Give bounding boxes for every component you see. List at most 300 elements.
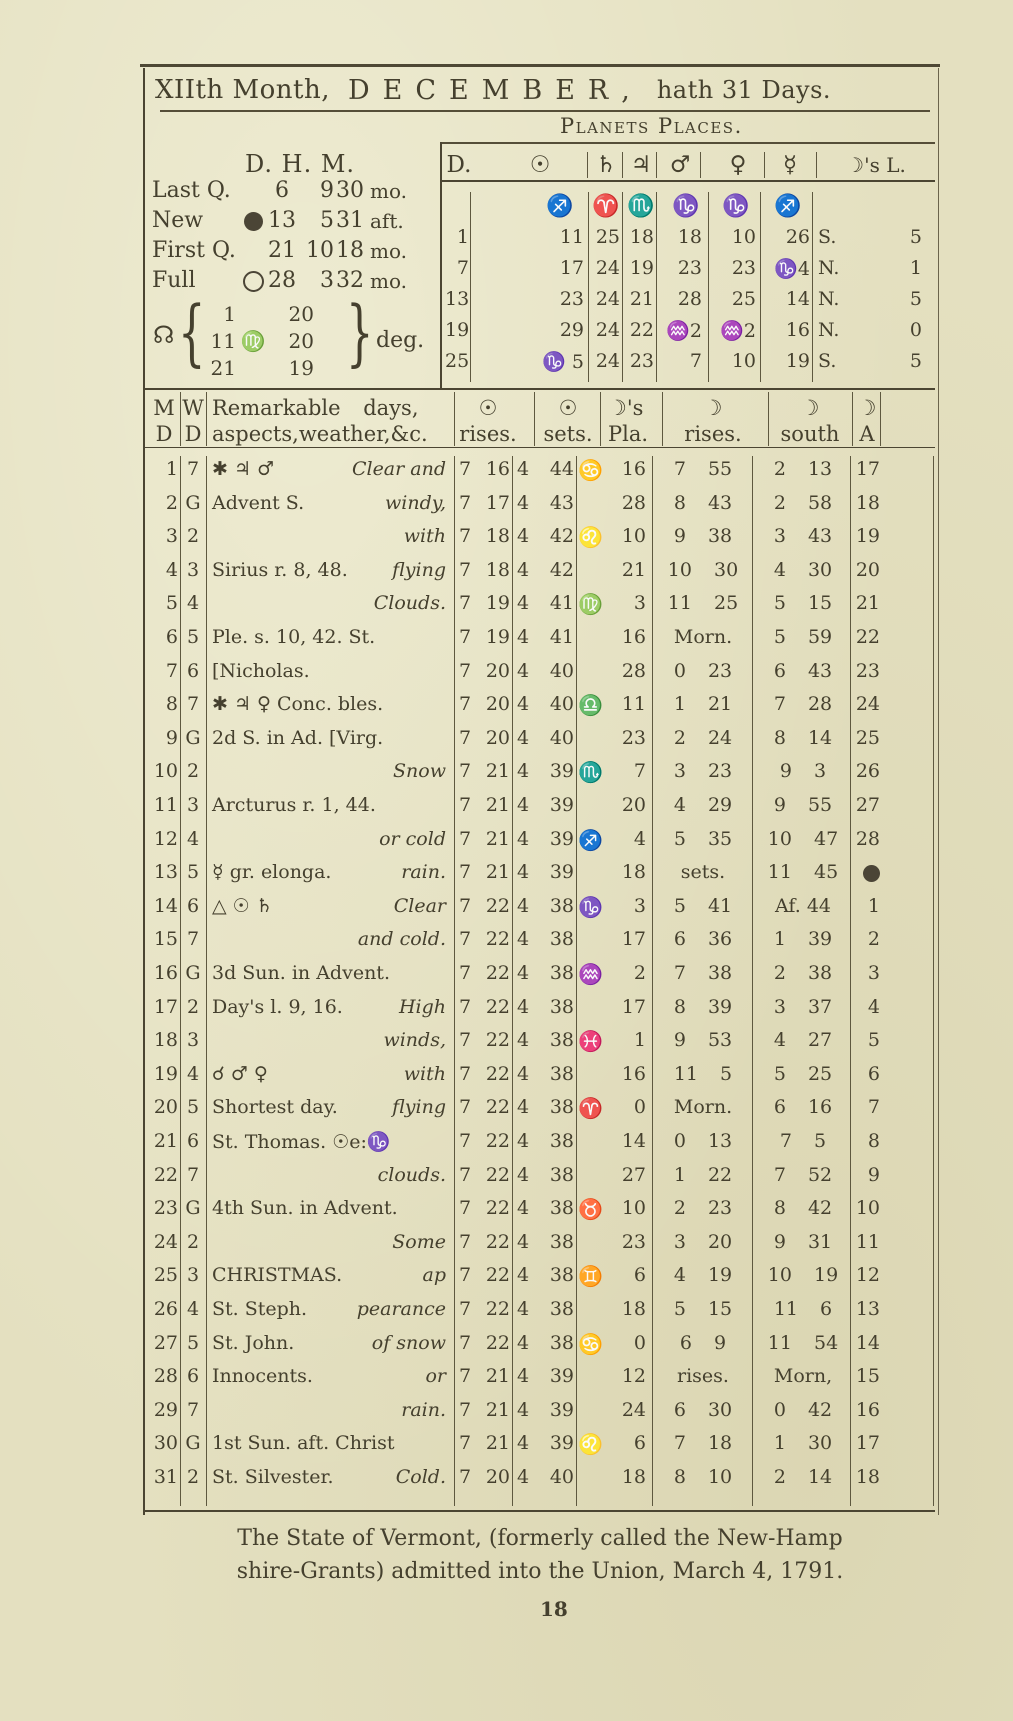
moon-place-degree: 17 xyxy=(621,928,646,951)
month-day: 26 xyxy=(153,1298,178,1320)
new-moon-icon xyxy=(863,865,880,882)
sun-rises-minute: 22 xyxy=(485,1264,510,1287)
moon-south: 2 58 xyxy=(773,491,833,514)
moon-south: 2 14 xyxy=(773,1466,833,1488)
sun-sets-hour: 4 xyxy=(516,861,530,884)
zodiac-sign-icon: ♑ xyxy=(672,194,700,219)
sun-rises-minute: 20 xyxy=(485,1466,510,1488)
header-md-0: M xyxy=(153,396,175,420)
moon-place-degree: 3 xyxy=(633,894,646,917)
month-day: 23 xyxy=(153,1197,178,1220)
table-bottom-rule xyxy=(145,1510,935,1512)
event-text: Arcturus r. 1, 44. xyxy=(212,794,376,816)
month-day: 4 xyxy=(165,558,178,581)
header-moon-place-0: ☽'s xyxy=(608,396,644,420)
sun-rises-hour: 7 xyxy=(458,962,472,984)
week-day: 3 xyxy=(186,794,200,816)
moon-rises: 3 23 xyxy=(673,760,733,783)
moon-place-degree: 16 xyxy=(621,626,646,648)
moon-place-degree: 16 xyxy=(621,1062,646,1085)
month-day: 25 xyxy=(153,1264,178,1287)
event-text: CHRISTMAS. xyxy=(212,1264,343,1287)
month-day: 9 xyxy=(165,726,178,749)
sun-rises-minute: 20 xyxy=(485,726,510,749)
week-day: 2 xyxy=(186,995,200,1018)
sun-rises-hour: 7 xyxy=(458,558,472,581)
node-row xyxy=(200,356,314,380)
weather-text: Clouds. xyxy=(373,592,446,615)
moon-place-degree: 0 xyxy=(633,1096,646,1119)
planet-value-mer: 14 xyxy=(785,288,810,310)
event-text: St. Silvester. xyxy=(212,1466,334,1488)
moon-latitude-value: 1 xyxy=(909,257,922,279)
sun-sets-minute: 38 xyxy=(549,1096,574,1119)
sun-rises-minute: 22 xyxy=(485,1298,510,1320)
moon-south: 0 42 xyxy=(773,1398,833,1421)
sun-rises-hour: 7 xyxy=(458,1298,472,1320)
sun-sets-minute: 38 xyxy=(549,1197,574,1220)
moon-south: 7 5 xyxy=(779,1130,827,1152)
month-day: 31 xyxy=(153,1466,178,1488)
phase-hour: 5 xyxy=(320,208,334,233)
event-text: ✱ ♃ ♀ Conc. bles. xyxy=(212,693,384,716)
header-moon-south-0: ☽ xyxy=(800,396,820,420)
node-unit: deg. xyxy=(376,328,425,353)
daily-header-column-rule xyxy=(852,392,853,446)
week-day: 4 xyxy=(186,592,200,615)
moon-place-degree: 6 xyxy=(633,1432,646,1455)
week-day: G xyxy=(185,962,201,984)
moon-latitude-value: 5 xyxy=(909,226,922,248)
zodiac-sign-icon: ♑ xyxy=(722,194,750,219)
phase-suffix: mo. xyxy=(370,238,408,263)
moon-age: 23 xyxy=(855,659,880,682)
sun-rises-hour: 7 xyxy=(458,659,472,682)
sun-rises-hour: 7 xyxy=(458,760,472,783)
sun-rises-hour: 7 xyxy=(458,626,472,648)
sun-sets-hour: 4 xyxy=(516,1264,530,1287)
moon-place-degree: 17 xyxy=(621,995,646,1018)
daily-header-column-rule xyxy=(880,392,881,446)
moon-rises: 0 13 xyxy=(673,1130,733,1152)
sun-rises-hour: 7 xyxy=(458,1264,472,1287)
sun-rises-hour: 7 xyxy=(458,928,472,951)
sun-sets-hour: 4 xyxy=(516,760,530,783)
sun-sets-minute: 39 xyxy=(549,827,574,850)
sun-rises-minute: 21 xyxy=(485,1432,510,1455)
moon-age: 26 xyxy=(855,760,880,783)
table-row xyxy=(0,1365,1013,1389)
month-day: 21 xyxy=(153,1130,178,1152)
week-day: 2 xyxy=(186,525,200,548)
sun-sets-hour: 4 xyxy=(516,1466,530,1488)
planet-value-ven: 25 xyxy=(731,288,756,310)
planet-value-sat: 24 xyxy=(595,288,620,310)
moon-place-sign-icon: ♍ xyxy=(578,592,603,617)
sun-sets-hour: 4 xyxy=(516,1130,530,1152)
sun-rises-hour: 7 xyxy=(458,1432,472,1455)
month-day: 27 xyxy=(153,1331,178,1354)
sun-sets-minute: 40 xyxy=(549,726,574,749)
week-day: 6 xyxy=(186,1130,200,1152)
node-day: 11 xyxy=(210,329,236,353)
phase-suffix: mo. xyxy=(370,268,408,293)
moon-place-degree: 23 xyxy=(621,726,646,749)
moon-age: 10 xyxy=(855,1197,880,1220)
sun-sets-hour: 4 xyxy=(516,1398,530,1421)
weather-text: winds, xyxy=(383,1029,446,1052)
month-day: 18 xyxy=(153,1029,178,1052)
moon-age: 16 xyxy=(855,1398,880,1421)
moon-rises: 9 53 xyxy=(673,1029,733,1052)
planet-value-ven: 10 xyxy=(731,226,756,248)
sun-rises-hour: 7 xyxy=(458,1096,472,1119)
section-rule xyxy=(145,388,935,390)
weather-text: Clear and xyxy=(351,458,446,480)
table-row xyxy=(0,1399,1013,1423)
table-row xyxy=(0,458,1013,482)
table-row xyxy=(0,626,1013,650)
event-text: [Nicholas. xyxy=(212,659,310,682)
planet-column-rule xyxy=(764,152,765,178)
planet-column-rule xyxy=(587,152,588,178)
moon-south: 11 6 xyxy=(773,1298,833,1320)
footer-note xyxy=(150,1522,930,1588)
event-text: 4th Sun. in Advent. xyxy=(212,1197,398,1220)
header-wd-1: D xyxy=(184,422,202,446)
table-row xyxy=(0,1432,1013,1456)
moon-south: 8 42 xyxy=(773,1197,833,1220)
month-day: 19 xyxy=(153,1062,178,1085)
weather-text: flying xyxy=(392,558,446,581)
moon-place-degree: 10 xyxy=(621,525,646,548)
weather-text: Cold. xyxy=(395,1466,446,1488)
weather-text: ap xyxy=(422,1264,446,1287)
moon-age: 2 xyxy=(867,928,880,951)
moon-latitude-direction: N. xyxy=(818,257,840,279)
footer-line-1: The State of Vermont, (formerly called the New-Hamp xyxy=(237,1526,843,1551)
moon-place-sign-icon: ♊ xyxy=(578,1264,603,1289)
table-row xyxy=(0,1298,1013,1322)
sun-rises-minute: 20 xyxy=(485,659,510,682)
moon-age: 18 xyxy=(855,491,880,514)
week-day: 2 xyxy=(186,760,200,783)
week-day: 3 xyxy=(186,1264,200,1287)
table-row xyxy=(0,559,1013,583)
sun-sets-hour: 4 xyxy=(516,962,530,984)
event-text: Ple. s. 10, 42. St. xyxy=(212,626,376,648)
sun-sets-minute: 44 xyxy=(549,458,574,480)
moon-age: 12 xyxy=(855,1264,880,1287)
week-day: 2 xyxy=(186,1466,200,1488)
moon-place-degree: 11 xyxy=(621,693,646,716)
moon-age: 27 xyxy=(855,794,880,816)
moon-age: 8 xyxy=(867,1130,880,1152)
moon-south: 2 13 xyxy=(773,458,833,480)
moon-age: 28 xyxy=(855,827,880,850)
moon-phase-row xyxy=(152,178,407,203)
moon-place-degree: 7 xyxy=(633,760,646,783)
moon-age: 17 xyxy=(855,1432,880,1455)
planet-value-sun: 23 xyxy=(559,288,584,310)
moon-age: 25 xyxy=(855,726,880,749)
planet-value-mars: 23 xyxy=(677,257,702,279)
moon-place-degree: 4 xyxy=(633,827,646,850)
full-moon-icon xyxy=(242,268,264,293)
planet-value-mer: ♑4 xyxy=(774,258,810,280)
new-moon-icon xyxy=(242,208,264,233)
sun-sets-minute: 39 xyxy=(549,1432,574,1455)
moon-place-degree: 12 xyxy=(621,1365,646,1388)
moon-rises: 10 30 xyxy=(667,558,739,581)
moon-south: 5 15 xyxy=(773,592,833,615)
days-note: hath 31 Days. xyxy=(656,76,832,104)
moon-age: 15 xyxy=(855,1365,880,1388)
moon-south: 9 55 xyxy=(773,794,833,816)
weather-text: with xyxy=(403,1062,446,1085)
moon-age: 9 xyxy=(867,1163,880,1186)
week-day: 5 xyxy=(186,1096,200,1119)
sun-rises-minute: 21 xyxy=(485,794,510,816)
moon-age: 5 xyxy=(867,1029,880,1052)
sun-rises-minute: 22 xyxy=(485,1163,510,1186)
weather-text: of snow xyxy=(371,1331,446,1354)
planet-value-mars: 7 xyxy=(689,350,702,372)
header-sun-rises-0: ☉ xyxy=(478,396,498,420)
node-row xyxy=(200,302,314,326)
sun-rises-minute: 19 xyxy=(485,626,510,648)
table-row xyxy=(0,1029,1013,1053)
planet-column-rule xyxy=(760,192,761,382)
sun-sets-hour: 4 xyxy=(516,1096,530,1119)
moon-latitude-value: 5 xyxy=(909,350,922,372)
node-day: 1 xyxy=(223,302,236,326)
daily-header-rule xyxy=(145,447,935,448)
event-text: 3d Sun. in Advent. xyxy=(212,962,390,984)
moon-place-sign-icon: ♒ xyxy=(578,962,603,986)
moon-node-block xyxy=(150,290,440,380)
moon-phase-row xyxy=(152,208,404,233)
sun-rises-minute: 20 xyxy=(485,693,510,716)
month-day: 29 xyxy=(153,1398,178,1421)
moon-place-sign-icon: ♈ xyxy=(578,1096,603,1121)
phase-day: 6 xyxy=(275,178,289,203)
moon-rises: 5 41 xyxy=(673,894,733,917)
header-sun-rises-1: rises. xyxy=(459,422,517,446)
sun-rises-hour: 7 xyxy=(458,1062,472,1085)
phase-suffix: mo. xyxy=(370,178,408,203)
table-row xyxy=(0,928,1013,952)
sun-rises-minute: 22 xyxy=(485,928,510,951)
table-row xyxy=(0,861,1013,885)
sun-sets-minute: 38 xyxy=(549,928,574,951)
sun-sets-minute: 41 xyxy=(549,592,574,615)
sun-sets-hour: 4 xyxy=(516,525,530,548)
moon-place-degree: 28 xyxy=(621,491,646,514)
planet-value-sat: 24 xyxy=(595,350,620,372)
top-border-rule xyxy=(140,64,940,67)
sun-rises-hour: 7 xyxy=(458,1466,472,1488)
planet-value-sun: 11 xyxy=(559,226,584,248)
header-remarks-0: Remarkable days, xyxy=(212,396,419,420)
moon-age: 14 xyxy=(855,1331,880,1354)
event-text: ✱ ♃ ♂ xyxy=(212,458,275,480)
week-day: 7 xyxy=(186,693,200,716)
daily-header-column-rule xyxy=(600,392,601,446)
moon-place-degree: 16 xyxy=(621,458,646,480)
sun-rises-minute: 19 xyxy=(485,592,510,615)
phase-minute: 30 xyxy=(336,178,364,203)
planet-value-jup: 21 xyxy=(629,288,654,310)
sun-sets-hour: 4 xyxy=(516,491,530,514)
sun-sets-minute: 39 xyxy=(549,1398,574,1421)
moon-place-degree: 27 xyxy=(621,1163,646,1186)
moon-place-degree: 24 xyxy=(621,1398,646,1421)
moon-place-degree: 28 xyxy=(621,659,646,682)
header-sun-sets-1: sets. xyxy=(543,422,593,446)
moon-rises: 9 38 xyxy=(673,525,733,548)
planet-header-sun: ☉ xyxy=(529,152,551,178)
moon-south: 11 45 xyxy=(767,861,839,884)
weather-text: Snow xyxy=(393,760,446,783)
planet-value-mars: 28 xyxy=(677,288,702,310)
planet-value-ven: 23 xyxy=(731,257,756,279)
sun-sets-hour: 4 xyxy=(516,693,530,716)
header-moon-rises-1: rises. xyxy=(684,422,742,446)
planet-value-jup: 22 xyxy=(629,319,654,341)
moon-south: 2 38 xyxy=(773,962,833,984)
sun-rises-hour: 7 xyxy=(458,1029,472,1052)
planets-places-heading: Planets Places. xyxy=(560,114,743,138)
sun-rises-minute: 21 xyxy=(485,1365,510,1388)
weather-text: with xyxy=(403,525,446,548)
moon-rises: 11 5 xyxy=(673,1062,733,1085)
sun-rises-hour: 7 xyxy=(458,894,472,917)
table-row xyxy=(0,1197,1013,1221)
table-row xyxy=(0,660,1013,684)
moon-age: 22 xyxy=(855,626,880,648)
moon-rises: 8 43 xyxy=(673,491,733,514)
moon-rises: Morn. xyxy=(673,626,733,648)
moon-rises: 1 21 xyxy=(673,693,733,716)
zodiac-sign-icon: ♈ xyxy=(592,194,620,219)
weather-text: Clear xyxy=(393,894,446,917)
moon-age: 13 xyxy=(855,1298,880,1320)
planet-value-d: 7 xyxy=(456,257,469,279)
sun-sets-minute: 41 xyxy=(549,626,574,648)
sun-sets-minute: 38 xyxy=(549,1163,574,1186)
sun-rises-hour: 7 xyxy=(458,1163,472,1186)
week-day: 2 xyxy=(186,1230,200,1253)
phase-hour: 3 xyxy=(320,268,334,293)
table-row xyxy=(0,1164,1013,1188)
month-day: 14 xyxy=(153,894,178,917)
page-number: 18 xyxy=(540,1597,568,1621)
planet-value-d: 25 xyxy=(445,350,470,372)
sun-sets-hour: 4 xyxy=(516,1298,530,1320)
sun-sets-hour: 4 xyxy=(516,1230,530,1253)
phase-minute: 32 xyxy=(336,268,364,293)
planet-value-mer: 26 xyxy=(785,226,810,248)
sun-sets-minute: 39 xyxy=(549,1365,574,1388)
sun-rises-minute: 22 xyxy=(485,1096,510,1119)
week-day: G xyxy=(185,1197,201,1220)
moon-south: 10 19 xyxy=(767,1264,839,1287)
sun-sets-hour: 4 xyxy=(516,626,530,648)
sun-sets-minute: 39 xyxy=(549,794,574,816)
header-moon-rises-0: ☽ xyxy=(703,396,723,420)
sun-sets-minute: 38 xyxy=(549,1298,574,1320)
event-text: St. Steph. xyxy=(212,1298,308,1320)
sun-rises-minute: 17 xyxy=(485,491,510,514)
planet-column-rule xyxy=(656,152,657,178)
sun-sets-hour: 4 xyxy=(516,1029,530,1052)
sun-sets-hour: 4 xyxy=(516,726,530,749)
sun-rises-minute: 21 xyxy=(485,1398,510,1421)
moon-place-sign-icon: ♉ xyxy=(578,1197,603,1222)
sun-sets-minute: 39 xyxy=(549,760,574,783)
moon-latitude-direction: S. xyxy=(818,350,837,372)
sun-rises-minute: 21 xyxy=(485,827,510,850)
sun-sets-hour: 4 xyxy=(516,1197,530,1220)
sun-sets-minute: 40 xyxy=(549,659,574,682)
week-day: 6 xyxy=(186,1365,200,1388)
moon-rises: 2 24 xyxy=(673,726,733,749)
planet-value-sun: 29 xyxy=(559,319,584,341)
moon-age: 18 xyxy=(855,1466,880,1488)
header-remarks-1: aspects,weather,&c. xyxy=(212,422,428,446)
planet-value-d: 13 xyxy=(445,288,470,310)
moon-place-degree: 23 xyxy=(621,1230,646,1253)
node-degree: 19 xyxy=(288,356,314,380)
sun-sets-hour: 4 xyxy=(516,928,530,951)
moon-rises: 6 9 xyxy=(679,1331,727,1354)
moon-south: 7 52 xyxy=(773,1163,833,1186)
month-day: 6 xyxy=(165,626,178,648)
phase-minute: 18 xyxy=(336,238,364,263)
planet-column-rule xyxy=(708,192,709,382)
weather-text: flying xyxy=(392,1096,446,1119)
moon-rises: 11 25 xyxy=(667,592,739,615)
moon-south: 6 16 xyxy=(773,1096,833,1119)
sun-sets-hour: 4 xyxy=(516,1062,530,1085)
moon-age: 11 xyxy=(855,1230,880,1253)
sun-rises-hour: 7 xyxy=(458,794,472,816)
week-day: 7 xyxy=(186,1163,200,1186)
sun-rises-hour: 7 xyxy=(458,1331,472,1354)
month-day: 11 xyxy=(153,794,178,816)
week-day: G xyxy=(185,726,201,749)
event-text: 2d S. in Ad. [Virg. xyxy=(212,726,384,749)
moon-place-degree: 18 xyxy=(621,1298,646,1320)
moon-place-degree: 21 xyxy=(621,558,646,581)
footer-line-2: shire-Grants) admitted into the Union, March 4, 1791. xyxy=(236,1559,844,1584)
table-row xyxy=(0,727,1013,751)
moon-south: Af. 44 xyxy=(775,894,831,917)
planet-value-mars: 18 xyxy=(677,226,702,248)
header-moon-age-1: A xyxy=(859,422,875,446)
month-title xyxy=(155,70,935,110)
month-label: XIIth Month, xyxy=(155,75,330,105)
event-text: Day's l. 9, 16. xyxy=(212,995,343,1018)
sun-sets-minute: 40 xyxy=(549,693,574,716)
sun-sets-hour: 4 xyxy=(516,558,530,581)
table-row xyxy=(0,1264,1013,1288)
planet-value-d: 19 xyxy=(445,319,470,341)
moon-rises: 6 36 xyxy=(673,928,733,951)
moon-south: 7 28 xyxy=(773,693,833,716)
sun-sets-minute: 38 xyxy=(549,1062,574,1085)
